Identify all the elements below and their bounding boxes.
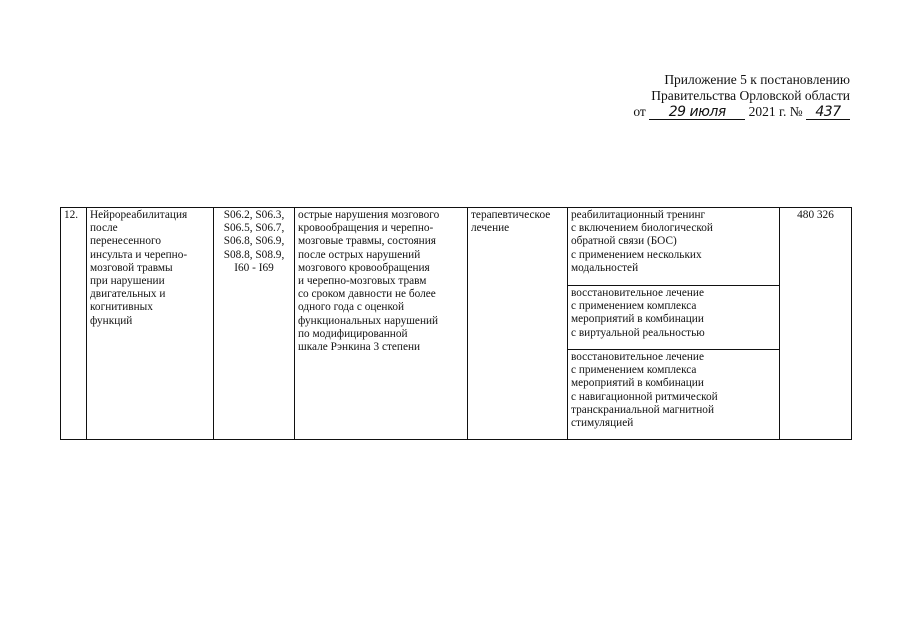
decree-date-line — [560, 104, 850, 120]
condition-line: одного года с оценкой — [298, 301, 405, 314]
condition-line: кровообращения и черепно- — [298, 222, 434, 235]
method-line: обратной связи (БОС) — [571, 235, 677, 248]
icd-code-line: S06.8, S06.9, — [223, 235, 285, 248]
icd-code-line: I60 - I69 — [234, 261, 274, 274]
handwritten-date: 29 июля — [649, 105, 745, 120]
condition-line: со сроком давности не более — [298, 288, 436, 301]
from-prefix: от — [633, 104, 646, 119]
care-name-line: Нейрореабилитация — [90, 209, 188, 221]
method-line: с применением нескольких — [571, 248, 702, 261]
method-line: модальностей — [571, 261, 639, 274]
method-line: с виртуальной реальностью — [571, 326, 705, 339]
care-name-line: инсульта и черепно- — [90, 248, 188, 261]
document-header — [560, 72, 850, 120]
year-number-label: 2021 г. № — [748, 104, 803, 119]
method-line: с применением комплекса — [571, 300, 697, 313]
icd-code-line: S08.8, S08.9, — [223, 248, 285, 261]
icd-codes-cell — [214, 208, 295, 440]
method-line: мероприятий в комбинации — [571, 313, 704, 326]
treatment-type-cell — [468, 208, 568, 440]
condition-line: мозгового кровообращения — [298, 261, 430, 274]
care-name-cell — [87, 208, 214, 440]
condition-line: мозговые травмы, состояния — [298, 235, 436, 248]
care-name-line: функций — [90, 314, 133, 327]
care-name-line: при нарушении — [90, 275, 165, 288]
method-cell — [568, 286, 780, 350]
method-line: с навигационной ритмической — [571, 390, 718, 403]
appendix-title: Приложение 5 к постановлению — [664, 72, 850, 87]
method-line: с включением биологической — [571, 222, 713, 235]
condition-line: по модифицированной — [298, 327, 408, 340]
cost-cell: 480 326 — [780, 208, 852, 440]
row-number-cell: 12. — [61, 208, 87, 440]
care-name-line: мозговой травмы — [90, 261, 173, 274]
condition-line: функциональных нарушений — [298, 314, 439, 327]
method-line: стимуляцией — [571, 417, 634, 430]
method-line: транскраниальной магнитной — [571, 403, 714, 416]
icd-code-line: S06.5, S06.7, — [223, 222, 285, 235]
method-cell — [568, 350, 780, 440]
method-line: реабилитационный тренинг — [571, 209, 706, 221]
patient-condition-cell — [295, 208, 468, 440]
condition-line: и черепно-мозговых травм — [298, 275, 427, 288]
method-cell — [568, 208, 780, 286]
condition-line: шкале Рэнкина 3 степени — [298, 341, 421, 354]
care-name-line: когнитивных — [90, 301, 153, 314]
method-line: мероприятий в комбинации — [571, 377, 704, 390]
treatment-type-line: лечение — [471, 222, 510, 235]
method-line: восстановительное лечение — [571, 351, 704, 363]
handwritten-number: 437 — [806, 105, 850, 120]
care-table — [60, 207, 852, 440]
care-name-line: двигательных и — [90, 288, 166, 301]
care-name-line: после — [90, 222, 118, 235]
method-line: с применением комплекса — [571, 364, 697, 377]
government-name: Правительства Орловской области — [651, 88, 850, 103]
method-line: восстановительное лечение — [571, 287, 704, 299]
table-row — [61, 208, 852, 286]
care-name-line: перенесенного — [90, 235, 161, 248]
icd-code-line: S06.2, S06.3, — [223, 209, 285, 221]
condition-line: после острых нарушений — [298, 248, 421, 261]
treatment-type-line: терапевтическое — [471, 209, 551, 221]
condition-line: острые нарушения мозгового — [298, 209, 440, 221]
